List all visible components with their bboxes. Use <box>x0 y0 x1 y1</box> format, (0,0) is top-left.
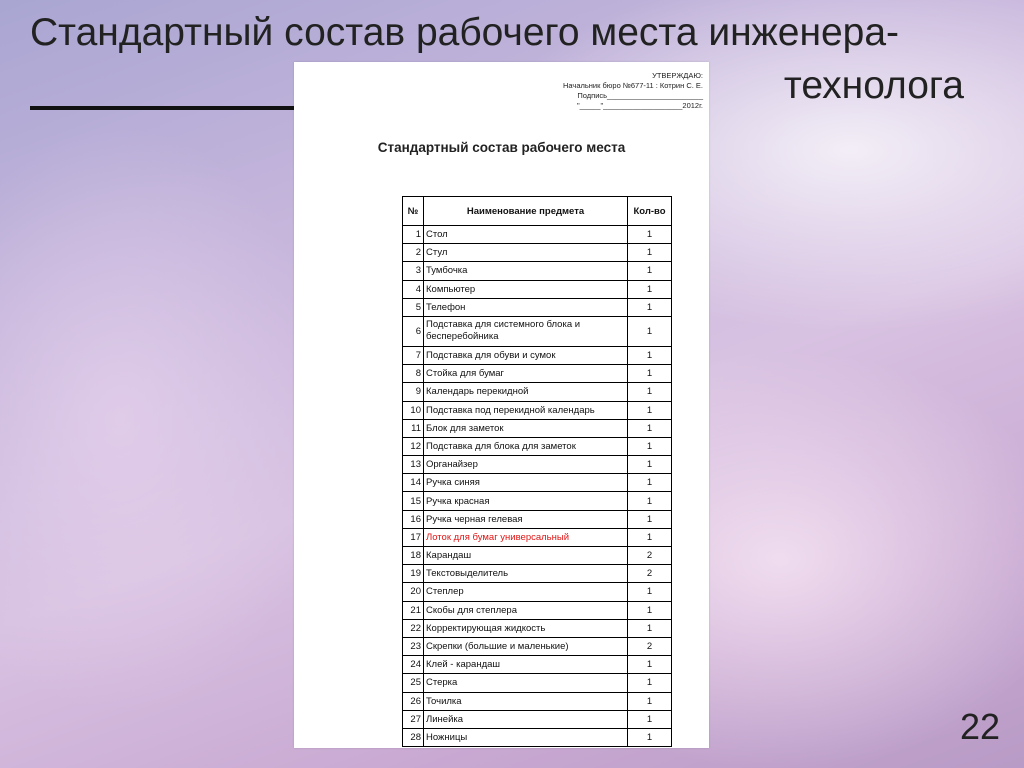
row-item-name: Стол <box>424 226 628 244</box>
row-quantity: 1 <box>628 226 672 244</box>
table-row <box>403 528 672 546</box>
row-number: 21 <box>403 601 424 619</box>
row-quantity: 1 <box>628 692 672 710</box>
row-number: 8 <box>403 365 424 383</box>
table-row <box>403 419 672 437</box>
table-row <box>403 547 672 565</box>
row-quantity: 1 <box>628 262 672 280</box>
header-item-name: Наименование предмета <box>424 197 628 226</box>
row-number: 2 <box>403 244 424 262</box>
row-number: 7 <box>403 346 424 364</box>
row-item-name: Стойка для бумаг <box>424 365 628 383</box>
row-quantity: 1 <box>628 492 672 510</box>
row-number: 12 <box>403 437 424 455</box>
table-row <box>403 583 672 601</box>
table-row <box>403 565 672 583</box>
table-row <box>403 728 672 746</box>
document-sheet <box>294 62 709 748</box>
row-number: 4 <box>403 280 424 298</box>
row-quantity: 1 <box>628 510 672 528</box>
row-item-name: Ножницы <box>424 728 628 746</box>
table-row <box>403 401 672 419</box>
row-quantity: 1 <box>628 346 672 364</box>
table-row <box>403 474 672 492</box>
row-item-name: Подставка для системного блока и бесперебойника <box>424 316 628 346</box>
table-row <box>403 280 672 298</box>
table-row <box>403 316 672 346</box>
page-number: 22 <box>959 706 1000 747</box>
table-row <box>403 226 672 244</box>
row-quantity: 2 <box>628 547 672 565</box>
table-row <box>403 298 672 316</box>
table-row <box>403 262 672 280</box>
row-quantity: 1 <box>628 456 672 474</box>
table-row <box>403 383 672 401</box>
row-number: 28 <box>403 728 424 746</box>
row-quantity: 1 <box>628 583 672 601</box>
row-quantity: 1 <box>628 474 672 492</box>
approval-block <box>463 71 703 111</box>
row-item-name: Лоток для бумаг универсальный <box>424 528 628 546</box>
row-item-name: Корректирующая жидкость <box>424 619 628 637</box>
row-quantity: 1 <box>628 280 672 298</box>
row-item-name: Степлер <box>424 583 628 601</box>
table-row <box>403 637 672 655</box>
row-item-name: Подставка под перекидной календарь <box>424 401 628 419</box>
row-item-name: Ручка синяя <box>424 474 628 492</box>
row-item-name: Тумбочка <box>424 262 628 280</box>
row-number: 19 <box>403 565 424 583</box>
row-item-name: Клей - карандаш <box>424 656 628 674</box>
row-quantity: 1 <box>628 619 672 637</box>
row-number: 22 <box>403 619 424 637</box>
row-quantity: 1 <box>628 674 672 692</box>
items-table <box>402 196 672 747</box>
row-quantity: 1 <box>628 656 672 674</box>
row-item-name: Ручка черная гелевая <box>424 510 628 528</box>
approval-line: "_____"___________________2012г. <box>576 101 703 110</box>
row-quantity: 1 <box>628 528 672 546</box>
row-item-name: Карандаш <box>424 547 628 565</box>
row-number: 1 <box>403 226 424 244</box>
row-number: 6 <box>403 316 424 346</box>
row-number: 26 <box>403 692 424 710</box>
row-item-name: Блок для заметок <box>424 419 628 437</box>
table-body <box>403 226 672 747</box>
row-number: 11 <box>403 419 424 437</box>
table-row <box>403 710 672 728</box>
row-quantity: 1 <box>628 401 672 419</box>
row-number: 17 <box>403 528 424 546</box>
slide-title: Стандартный состав рабочего места инженера- <box>30 11 900 54</box>
approval-line: Начальник бюро №677-11 : Котрин С. Е. <box>563 81 703 90</box>
row-quantity: 1 <box>628 298 672 316</box>
approval-line: Подпись_______________________ <box>577 91 703 100</box>
row-item-name: Календарь перекидной <box>424 383 628 401</box>
row-item-name: Скобы для степлера <box>424 601 628 619</box>
table-row <box>403 244 672 262</box>
row-item-name: Телефон <box>424 298 628 316</box>
header-quantity: Кол-во <box>628 197 672 226</box>
row-quantity: 2 <box>628 565 672 583</box>
row-quantity: 1 <box>628 437 672 455</box>
row-quantity: 1 <box>628 365 672 383</box>
row-item-name: Текстовыделитель <box>424 565 628 583</box>
row-number: 25 <box>403 674 424 692</box>
row-number: 14 <box>403 474 424 492</box>
table-header-row <box>403 197 672 226</box>
row-quantity: 1 <box>628 244 672 262</box>
row-number: 13 <box>403 456 424 474</box>
row-quantity: 1 <box>628 316 672 346</box>
row-item-name: Ручка красная <box>424 492 628 510</box>
table-row <box>403 437 672 455</box>
table-row <box>403 365 672 383</box>
row-quantity: 1 <box>628 710 672 728</box>
table-row <box>403 346 672 364</box>
approval-line: УТВЕРЖДАЮ: <box>652 71 703 80</box>
row-number: 23 <box>403 637 424 655</box>
title-underline <box>30 106 295 110</box>
row-quantity: 1 <box>628 419 672 437</box>
table-row <box>403 692 672 710</box>
row-item-name: Стул <box>424 244 628 262</box>
row-item-name: Точилка <box>424 692 628 710</box>
row-item-name: Линейка <box>424 710 628 728</box>
header-number: № <box>403 197 424 226</box>
row-quantity: 1 <box>628 601 672 619</box>
table-row <box>403 601 672 619</box>
row-number: 3 <box>403 262 424 280</box>
row-number: 16 <box>403 510 424 528</box>
table-row <box>403 619 672 637</box>
document-title: Стандартный состав рабочего места <box>377 140 626 155</box>
table-row <box>403 656 672 674</box>
row-item-name: Органайзер <box>424 456 628 474</box>
row-quantity: 1 <box>628 383 672 401</box>
row-item-name: Стерка <box>424 674 628 692</box>
row-item-name: Компьютер <box>424 280 628 298</box>
table-row <box>403 492 672 510</box>
row-number: 20 <box>403 583 424 601</box>
row-number: 10 <box>403 401 424 419</box>
row-number: 27 <box>403 710 424 728</box>
row-item-name: Подставка для блока для заметок <box>424 437 628 455</box>
row-quantity: 1 <box>628 728 672 746</box>
row-number: 15 <box>403 492 424 510</box>
slide-title-continuation: технолога <box>783 64 964 107</box>
row-quantity: 2 <box>628 637 672 655</box>
table-row <box>403 510 672 528</box>
row-number: 5 <box>403 298 424 316</box>
row-number: 24 <box>403 656 424 674</box>
row-item-name: Скрепки (большие и маленькие) <box>424 637 628 655</box>
table-row <box>403 456 672 474</box>
row-number: 18 <box>403 547 424 565</box>
row-item-name: Подставка для обуви и сумок <box>424 346 628 364</box>
row-number: 9 <box>403 383 424 401</box>
table-row <box>403 674 672 692</box>
